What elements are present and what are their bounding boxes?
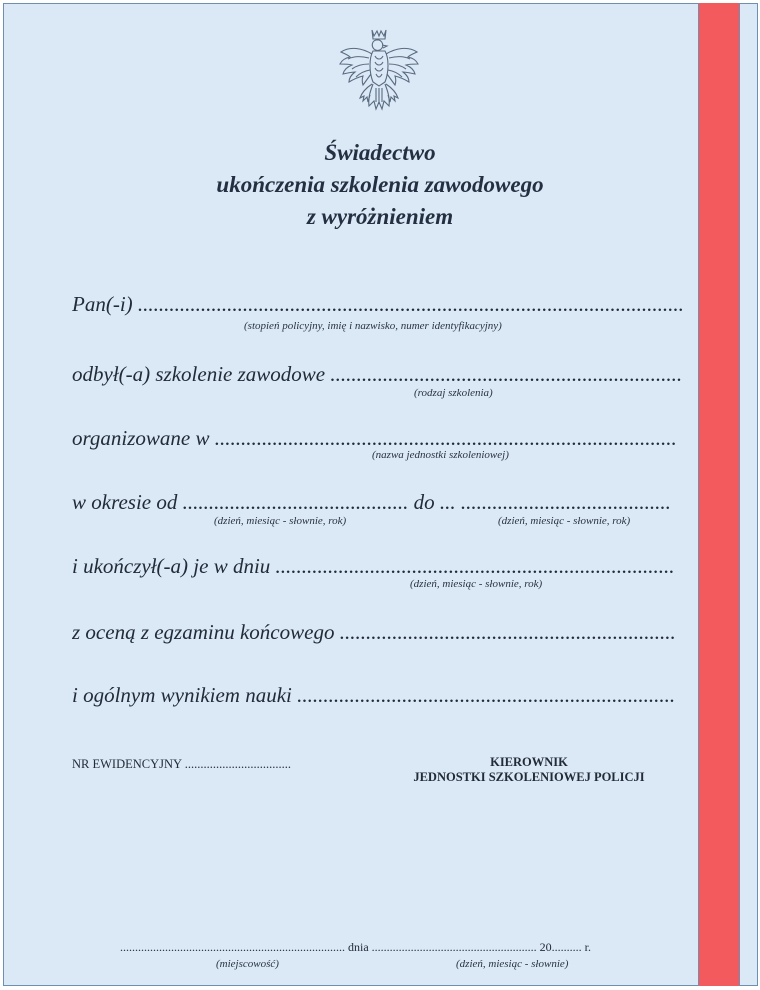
hint-pan: (stopień policyjny, imię i nazwisko, numer identyfikacyjny) bbox=[244, 320, 502, 332]
polish-eagle-emblem-icon bbox=[336, 24, 422, 120]
field-ukonczyl: i ukończył(-a) je w dniu ............................................................................ bbox=[72, 554, 675, 578]
hint-organizowane: (nazwa jednostki szkoleniowej) bbox=[372, 449, 509, 461]
signature-title: KIEROWNIK bbox=[490, 755, 568, 769]
nr-ewidencyjny: NR EWIDENCYJNY .................................. bbox=[72, 757, 291, 771]
document-subtitle-distinction: z wyróżnieniem bbox=[306, 204, 454, 229]
hint-ukonczyl: (dzień, miesiąc - słownie, rok) bbox=[410, 578, 543, 590]
hint-okres-do: (dzień, miesiąc - słownie, rok) bbox=[498, 515, 631, 527]
field-ocena: z oceną z egzaminu końcowego ................................................................ bbox=[72, 620, 676, 644]
hint-okres-od: (dzień, miesiąc - słownie, rok) bbox=[214, 515, 347, 527]
field-pan: Pan(-i) ........................................................................................................ bbox=[72, 292, 684, 316]
hint-miejscowosc: (miejscowość) bbox=[216, 958, 279, 970]
document-subtitle: ukończenia szkolenia zawodowego bbox=[216, 172, 544, 197]
field-szkolenie: odbył(-a) szkolenie zawodowe ................................................................... bbox=[72, 362, 683, 386]
field-wynik: i ogólnym wynikiem nauki ........................................................................ bbox=[72, 683, 676, 707]
place-date-line: ........................................................................... dnia ....................................................... 20.......... r. bbox=[120, 940, 591, 954]
hint-szkolenie: (rodzaj szkolenia) bbox=[414, 387, 493, 399]
document-title: Świadectwo bbox=[324, 140, 436, 165]
field-okres: w okresie od ........................................... do ... ........................................ bbox=[72, 490, 671, 514]
field-organizowane: organizowane w ........................................................................................ bbox=[72, 426, 677, 450]
hint-data: (dzień, miesiąc - słownie) bbox=[456, 958, 569, 970]
signature-unit: JEDNOSTKI SZKOLENIOWEJ POLICJI bbox=[413, 770, 645, 784]
